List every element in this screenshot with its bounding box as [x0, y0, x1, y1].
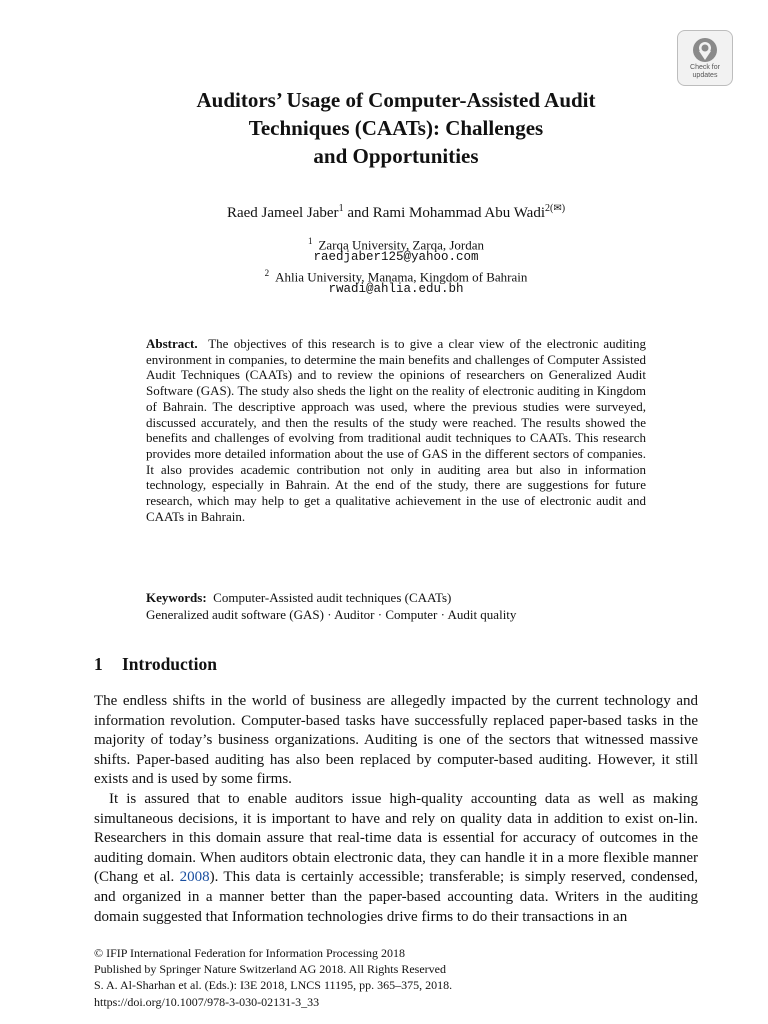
affiliation-item — [100, 265, 692, 285]
section-title: Introduction — [122, 654, 217, 674]
paper-title — [100, 86, 692, 170]
affiliation-item — [100, 233, 692, 253]
keywords — [146, 589, 646, 623]
author-conjunction: and — [347, 205, 369, 221]
affiliation-number: 2 — [264, 268, 270, 278]
keywords-line — [146, 589, 646, 606]
author-name: Rami Mohammad Abu Wadi — [372, 205, 545, 221]
paragraph-text: It is assured that to enable auditors issue high-quality accounting data as well as making simultaneous decisions, it is important to have and rely on quality data in addition to exist on-lin. Researchers in this domain assure that real-time data is essential for accuracy of outcomes in the auditing domain. When auditors obtain electronic data, they can handle it in a more flexible manner (Chang et al. — [94, 790, 698, 886]
abstract-text: The objectives of this research is to give a clear view of the electronic auditing environment in companies, to determine the main benefits and challenges of Computer Assisted Audit Techniques (CAATs) and to review the opinions of researchers on Generalized Audit Software (GAS). The study also sheds the light on the reality of electronic auditing in Kingdom of Bahrain. The descriptive approach was used, where the previous studies were surveyed, discussed accurately, and then the results of the study were reached. The results showed the benefits and challenges of evolving from traditional audit techniques to CAATs. This research provides more detailed information about the use of GAS in the different sectors of companies. It also provides academic contribution not only in auditing area but also in information technology, especially in Bahrain. At the end of the study, there are suggestions for future research, which may help to get a qualitative achievement in the use of electronic audit and CAATs in Bahrain. — [146, 336, 647, 524]
paragraph — [94, 790, 698, 927]
paragraph: The endless shifts in the world of business are allegedly impacted by the current technology and information revolution. Computer-based tasks have successfully replaced paper-based tasks in the majority of today’s business organizations. Auditing is one of the sectors that witnessed massive shifts. Paper-based auditing has also been replaced by computer-based auditing. However, it still exists and is used by some firms. — [94, 693, 698, 788]
footer-line: © IFIP International Federation for Information Processing 2018 — [94, 946, 405, 960]
citation-link[interactable]: 2008 — [179, 869, 210, 886]
affiliations — [100, 233, 692, 297]
crossmark-icon — [692, 37, 718, 63]
affiliation-text: Ahlia University, Manama, Kingdom of Bahrain — [275, 269, 528, 285]
body-text — [94, 692, 698, 927]
footer-line: S. A. Al-Sharhan et al. (Eds.): I3E 2018, LNCS 11195, pp. 365–375, 2018. — [94, 978, 453, 993]
keywords-line: Generalized audit software (GAS) · Auditor · Computer · Audit quality — [146, 607, 517, 622]
abstract — [146, 336, 646, 524]
author-email[interactable]: raedjaber125@yahoo.com — [313, 250, 479, 264]
badge-label-line1: Check for — [690, 64, 720, 71]
keywords-text: Computer-Assisted audit techniques (CAATs) — [213, 590, 452, 605]
keywords-label: Keywords: — [146, 590, 207, 605]
title-line: Techniques (CAATs): Challenges — [248, 116, 544, 140]
doi-link[interactable]: https://doi.org/10.1007/978-3-030-02131-3_33 — [94, 994, 320, 1009]
author-affil-mark[interactable]: 2(✉) — [545, 203, 566, 214]
author-line — [100, 199, 692, 223]
affiliation-text: Zarqa University, Zarqa, Jordan — [318, 237, 485, 253]
section-heading — [94, 653, 217, 675]
paragraph-text: ). This data is certainly accessible; transferable; is simply reserved, condensed, and organized in a manner better than the paper-based accounting data. Writers in the auditing domain suggested that Information technologies drive firms to do their transactions in an — [94, 869, 698, 925]
section-number: 1 — [94, 654, 103, 674]
check-for-updates-badge[interactable] — [677, 30, 733, 86]
author-affil-mark: 1 — [338, 203, 344, 214]
abstract-label: Abstract. — [146, 336, 198, 351]
badge-label-line2: updates — [692, 72, 718, 79]
author-name: Raed Jameel Jaber — [226, 205, 339, 221]
copyright-footer — [94, 945, 698, 1010]
affiliation-number: 1 — [307, 236, 313, 246]
footer-line: Published by Springer Nature Switzerland AG 2018. All Rights Reserved — [94, 962, 446, 977]
title-line: and Opportunities — [313, 144, 479, 168]
title-line: Auditors’ Usage of Computer-Assisted Audit — [196, 88, 596, 112]
author-email[interactable]: rwadi@ahlia.edu.bh — [328, 282, 464, 296]
